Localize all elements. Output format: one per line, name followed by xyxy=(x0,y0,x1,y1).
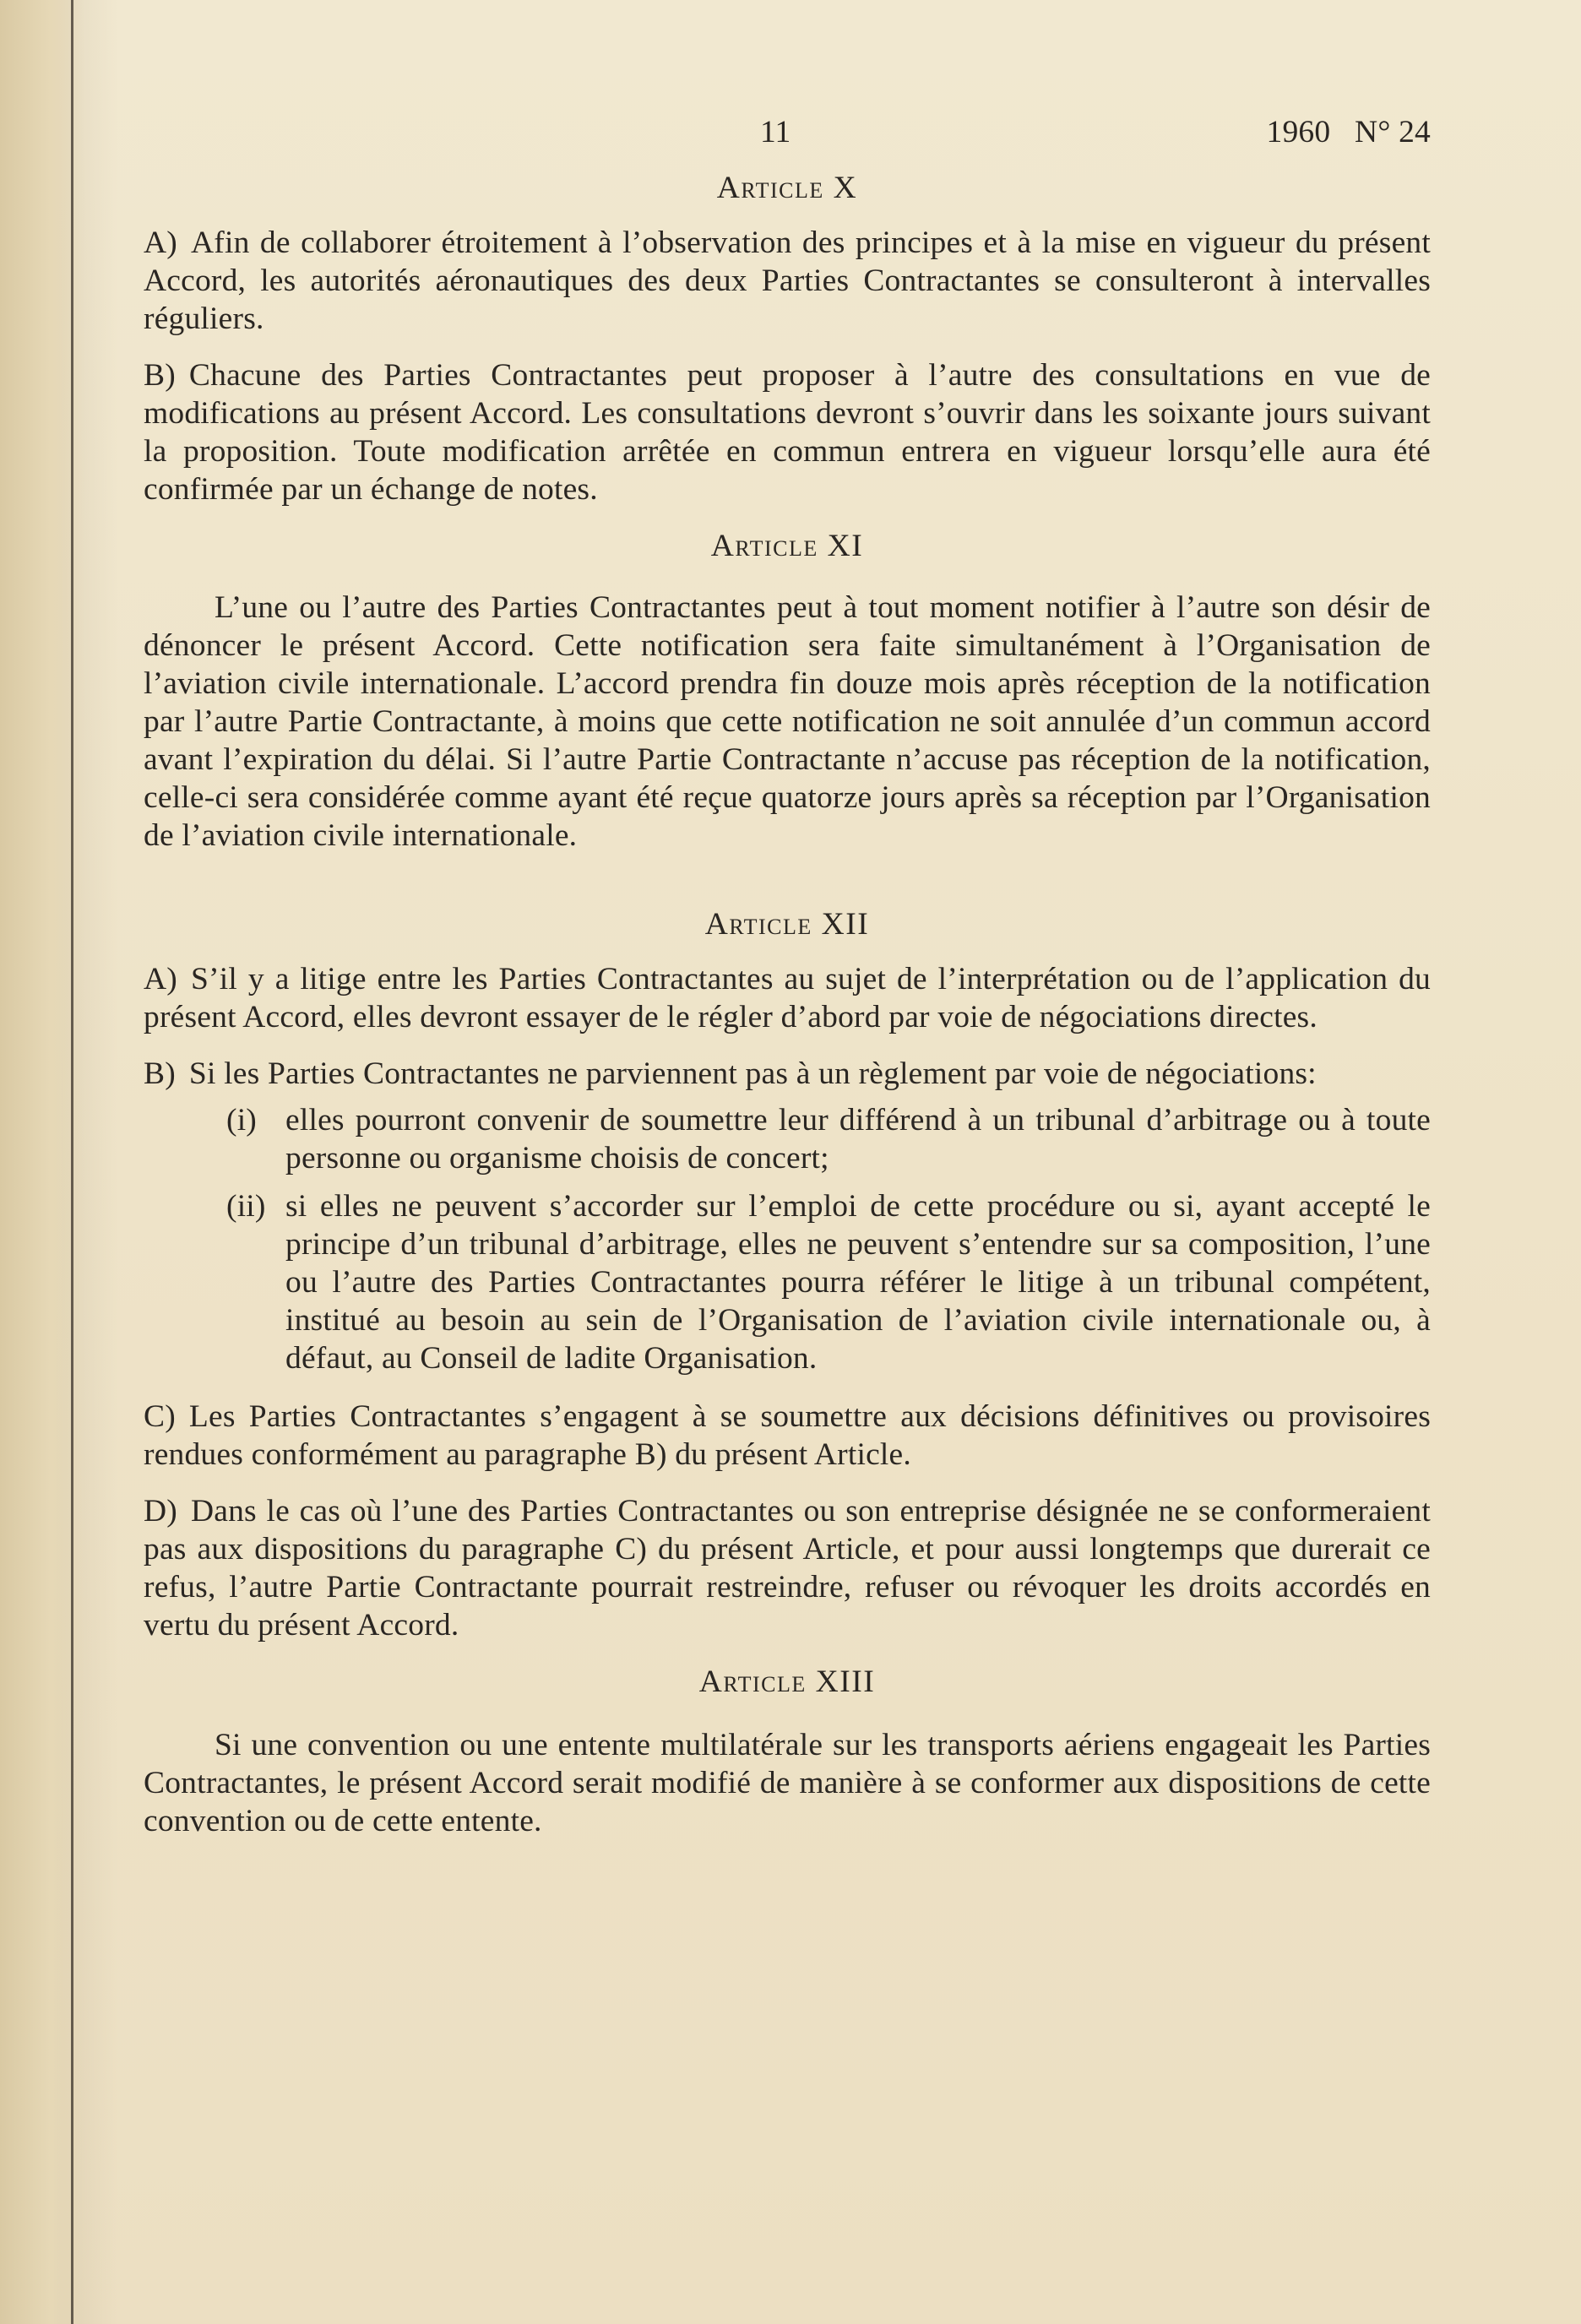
article-xii-paragraph-a xyxy=(144,960,1431,1036)
document-reference: 1960 N° 24 xyxy=(1266,115,1431,149)
paragraph-text: S’il y a litige entre les Parties Contractantes au sujet de l’interprétation ou de l’application du présent Accord, elles devront essayer de le régler d’abord par voie de négociations directes. xyxy=(144,962,1431,1034)
paragraph-text: Chacune des Parties Contractantes peut proposer à l’autre des consultations en vue de modifications au présent Accord. Les consultations devront s’ouvrir dans les soixante jours suivant la proposition. Toute modification arrêtée en commun entrera en vigueur lorsqu’elle aura été confirmée par un échange de notes. xyxy=(144,358,1431,507)
article-x-paragraph-a xyxy=(144,224,1431,338)
paragraph-text: Afin de collaborer étroitement à l’observation des principes et à la mise en vigueur du présent Accord, les autorités aéronautiques des deux Parties Contractantes se consulteront à intervalles réguliers. xyxy=(144,225,1431,336)
paragraph-label: A) xyxy=(144,225,177,260)
article-xii-paragraph-d xyxy=(144,1492,1431,1644)
sub-item-ii xyxy=(144,1187,1431,1377)
article-xi-paragraph xyxy=(144,589,1431,855)
paragraph-text: Si une convention ou une entente multilatérale sur les transports aériens engageait les Parties Contractantes, le présent Accord serait modifié de manière à se conformer aux dispositions de cette convention ou de cette entente. xyxy=(144,1728,1431,1838)
article-xii-paragraph-c xyxy=(144,1398,1431,1474)
paragraph-label: C) xyxy=(144,1399,176,1434)
paragraph-text: Si les Parties Contractantes ne parviennent pas à un règlement par voie de négociations: xyxy=(188,1056,1317,1091)
paragraph-label: A) xyxy=(144,962,177,996)
paragraph-text: L’une ou l’autre des Parties Contractantes peut à tout moment notifier à l’autre son désir de dénoncer le présent Accord. Cette notification sera faite simultanément à l’Organisation de l’aviation civile internationale. L’accord prendra fin douze mois après réception de la notification par l’autre Partie Contractante, à moins que cette notification ne soit annulée d’un commun accord avant l’expiration du délai. Si l’autre Partie Contractante n’accuse pas réception de la notification, celle-ci sera considérée comme ayant été reçue quatorze jours après sa réception par l’Organisation de l’aviation civile internationale. xyxy=(144,590,1431,853)
sub-item-text: elles pourront convenir de soumettre leur différend à un tribunal d’arbitrage ou à toute personne ou organisme choisis de concert; xyxy=(285,1103,1431,1176)
page-content xyxy=(144,101,1431,1859)
sub-item-number: (ii) xyxy=(226,1189,266,1224)
paragraph-label: B) xyxy=(144,1056,176,1091)
sub-item-number: (i) xyxy=(226,1103,257,1138)
paragraph-text: Les Parties Contractantes s’engagent à se soumettre aux décisions définitives ou provisoires rendues conformément au paragraphe B) du présent Article. xyxy=(144,1399,1431,1472)
sub-item-i xyxy=(144,1101,1431,1177)
page-number: 11 xyxy=(760,115,791,149)
article-xii-paragraph-b xyxy=(144,1055,1431,1093)
spine-edge-line xyxy=(71,0,73,2324)
paragraph-label: D) xyxy=(144,1494,177,1529)
paragraph-label: B) xyxy=(144,358,176,393)
page-header xyxy=(144,101,1431,160)
article-xiii-title: Article XIII xyxy=(698,1664,876,1699)
sub-item-text: si elles ne peuvent s’accorder sur l’emploi de cette procédure ou si, ayant accepté le principe d’un tribunal d’arbitrage, elles ne peuvent s’entendre sur sa composition, l’une ou l’autre des Parties Contractantes pourra référer le litige à un tribunal compétent, institué au besoin au sein de l’Organisation de l’aviation civile internationale ou, à défaut, au Conseil de ladite Organisation. xyxy=(285,1189,1431,1376)
article-xi-title: Article XI xyxy=(710,529,864,563)
article-xiii-paragraph xyxy=(144,1726,1431,1840)
article-xii-title: Article XII xyxy=(704,907,870,942)
article-x-title: Article X xyxy=(716,171,858,205)
article-x-paragraph-b xyxy=(144,356,1431,508)
paragraph-text: Dans le cas où l’une des Parties Contractantes ou son entreprise désignée ne se conformeraient pas aux dispositions du paragraphe C) du présent Article, et pour aussi longtemps que durerait ce refus, l’autre Partie Contractante pourrait restreindre, refuser ou révoquer les droits accordés en vertu du présent Accord. xyxy=(144,1494,1431,1643)
